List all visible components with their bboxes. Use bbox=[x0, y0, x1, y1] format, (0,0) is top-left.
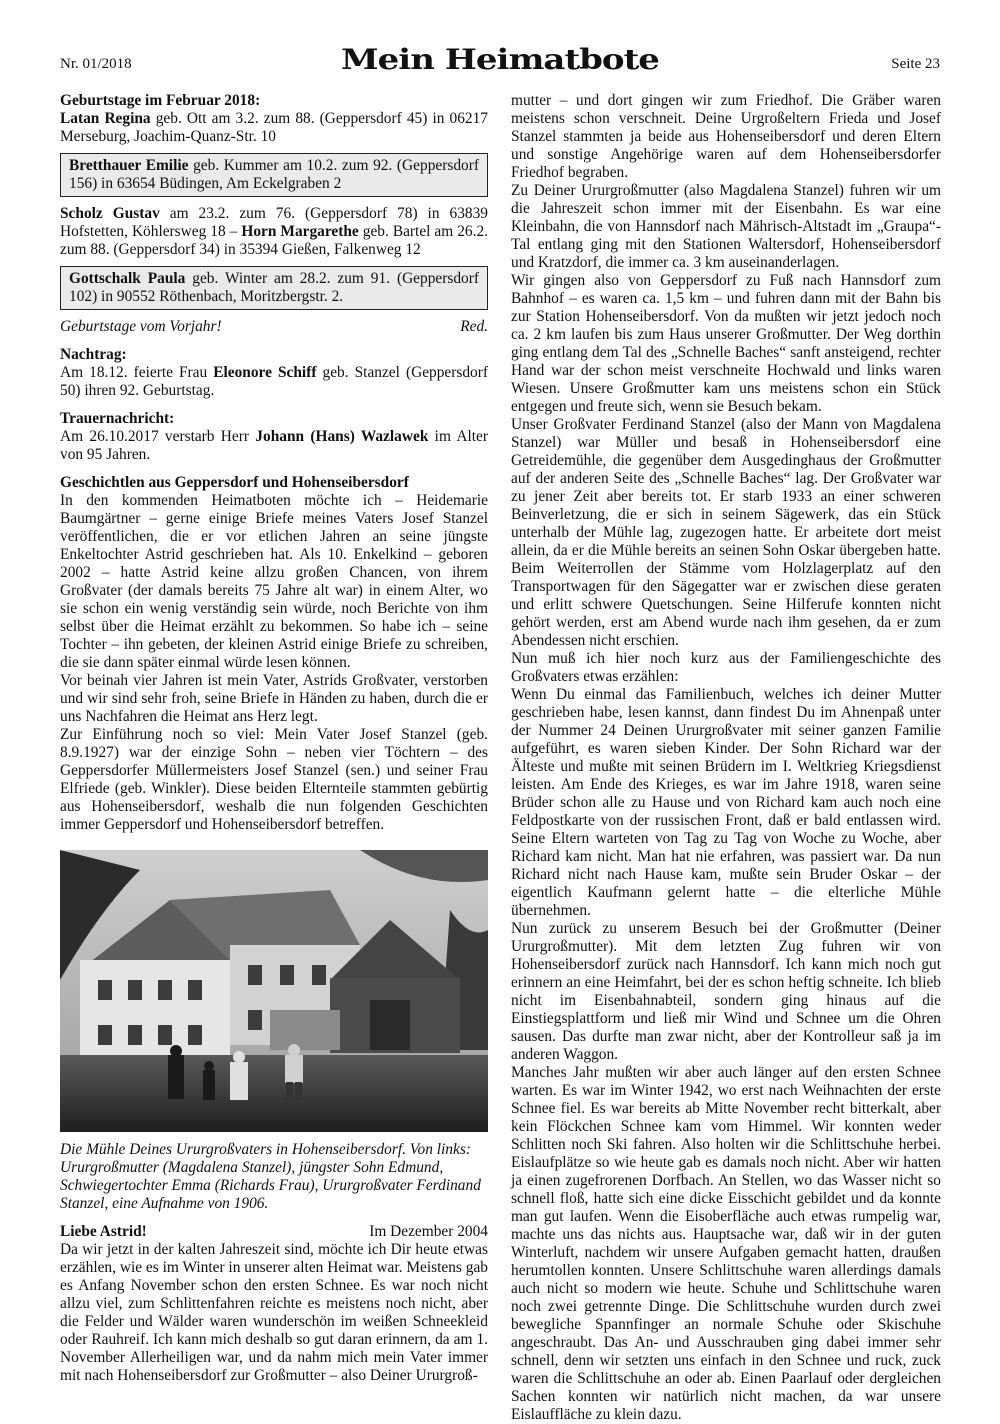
birthday-entry-boxed: Bretthauer Emilie geb. Kummer am 10.2. zum 92. (Geppersdorf 156) in 63654 Büdingen, Am Eckelgraben 2 bbox=[60, 153, 488, 197]
letter-paragraph: Da wir jetzt in der kalten Jahreszeit sind, möchte ich Dir heute etwas erzählen, wie es im Winter in unserer alten Heimat war. Meistens gab es Anfang November schon den ersten Schnee. Es war noch nicht allzu viel, zum Schlittenfahren reichte es meistens noch nicht, aber die Felder und Wälder waren wunderschön im weißen Schneekleid oder Rauhreif. Ich kann mich deshalb so gut daran erinnern, da am 1. November Allerheiligen war, und da nahm mich mein Vater immer mit nach Hohenseibersdorf zur Großmutter – also Deiner Ururgroß- bbox=[60, 1241, 488, 1384]
birthday-entry-boxed: Gottschalk Paula geb. Winter am 28.2. zum 91. (Geppersdorf 102) in 90552 Röthenbach, Moritzbergstr. 2. bbox=[60, 266, 488, 310]
letter-paragraph: Manches Jahr mußten wir aber auch länger auf den ersten Schnee warten. Es war im Winter 1942, wo erst nach Weihnachten der erste Schnee fiel. Es war bereits ab Mitte November recht bitterkalt, aber kein Flöckchen Schnee kam vom Himmel. Wir konnten weder Schlitten noch Ski fahren. Also holten wir die Schlittschuhe herbei. Eislaufplätze so wie heute gab es damals noch nicht. Aber wir hatten ja einen zugefrorenen Dorfbach. An Stellen, wo das Wasser nicht so schnell floß, hatte sich eine dicke Eisschicht gebildet und da konnte man gut laufen. Wenn die Eisoberfläche auch etwas rumpelig war, machte uns das nichts aus. Hauptsache war, daß wir in der guten Winterluft, nachdem wir unsere Aufgaben gemacht hatten, draußen herumtollen konnten. Unsere Schlittschuhe waren allerdings damals auch nicht so modern wie heute. Schuhe und Schlittschuhe waren noch zwei getrennte Dinge. Die Schlittschuhe wurden durch zwei bewegliche Spannfinger an normale Schuhe oder Skischuhe angeschraubt. Das An- und Ausschrauben ging dabei immer sehr schnell, denn wir setzten uns einfach in den Schnee und ruck, zuck waren die Schlittschuhe an oder ab. Einen Paarlauf oder dergleichen Sachen konnten wir natürlich nicht machen, da war unsere Eislauffläche zu klein dazu. bbox=[511, 1064, 941, 1423]
photo-caption: Die Mühle Deines Ururgroßvaters in Hohenseibersdorf. Von links: Ururgroßmutter (Magdalena Stanzel), jüngster Sohn Edmund, Schwiegertochter Emma (Richards Frau), Ururgroßvater Ferdinand Stanzel, eine Aufnahme von 1906. bbox=[60, 1141, 481, 1212]
birthday-entry: Latan Regina geb. Ott am 3.2. zum 88. (Geppersdorf 45) in 06217 Merseburg, Joachim-Quanz-Str. 10 bbox=[60, 110, 488, 145]
page-header bbox=[60, 40, 940, 80]
stories-paragraph: In den kommenden Heimatboten möchte ich – Heidemarie Baumgärtner – gerne einige Briefe meines Vaters Josef Stanzel veröffentlichen, die er vor etlichen Jahren an seine jüngste Enkeltochter Astrid geschrieben hat. Als 10. Enkelkind – geboren 2002 – hatte Astrid keine allzu großen Chancen, von ihrem Großvater (der damals bereits 75 Jahre alt war) in einem Alter, wo sie schon ein wenig verständig sein würde, noch Berichte von ihm selbst über die Heimat erzählt zu bekommen. So habe ich – seine Tochter – ihn gebeten, der kleinen Astrid einige Briefe zu schreiben, die sie dann später einmal würde lesen können. bbox=[60, 492, 488, 671]
letter-paragraph: Nun zurück zu unserem Besuch bei der Großmutter (Deiner Ururgroßmutter). Mit dem letzten Zug fuhren wir von Hohenseibersdorf zurück nach Hannsdorf. Ich kann mich noch gut erinnern an eine Heimfahrt, bei der es schon heftig schneite. Ich blieb nicht im Eisenbahnabteil, sondern ging hinaus auf die Einstiegsplattform und ließ mir Wind und Schnee um die Ohren sausen. Das durfte man zwar nicht, aber der Kontrolleur saß ja im anderen Waggon. bbox=[511, 920, 941, 1063]
nachtrag-text: Am 18.12. feierte Frau Eleonore Schiff geb. Stanzel (Geppersdorf 50) ihren 92. Geburtstag. bbox=[60, 364, 489, 399]
mill-photo bbox=[60, 850, 488, 1132]
letter-paragraph: Nun muß ich hier noch kurz aus der Familiengeschichte des Großvaters etwas erzählen: bbox=[511, 650, 941, 685]
birthdays-note: Geburtstage vom Vorjahr! Red. bbox=[60, 318, 488, 335]
letter-paragraph: Zu Deiner Ururgroßmutter (also Magdalena Stanzel) fuhren wir um die Jahreszeit schon immer mit der Eisenbahn. Es war eine Kleinbahn, die von Hannsdorf nach Mährisch-Altstadt im „Graupa“-Tal entlang ging mit den Stationen Waltersdorf, Hohenseibersdorf und Kratzdorf, die immer ca. 3 km auseinanderlagen. bbox=[511, 182, 941, 271]
stories-paragraph: Vor beinah vier Jahren ist mein Vater, Astrids Großvater, verstorben und wir sind sehr froh, seine Briefe in Händen zu haben, durch die er uns Nachfahren die Heimat ans Herz legt. bbox=[60, 672, 488, 725]
letter-paragraph: Unser Großvater Ferdinand Stanzel (also der Mann von Magdalena Stanzel) war Müller und besaß in Hohenseibersdorf eine Getreidemühle, die gegenüber dem Ausgedinghaus der Großmutter auf der anderen Seite des „Schnelle Baches“ lag. Der Großvater war zu jener Zeit aber bereits tot. Er starb 1933 an einer schweren Beinverletzung, die er sich in seinem Sägewerk, das ein Stück unterhalb der Mühle lag, zugezogen hatte. Er arbeitete dort meist allein, da er die Mühle bereits an seinen Sohn Oskar übergeben hatte. Beim Weiterrollen der Stämme vom Holzlagerplatz auf den Transportwagen für den Sägegatter war er zwischen diese geraten und erlitt schwere Quetschungen. Seine Hilferufe konnten nicht gehört werden, erst am Abend wurde nach ihm gesehen, da er zum Abendessen nicht erschien. bbox=[511, 416, 941, 649]
letter-salutation: Liebe Astrid! bbox=[60, 1223, 147, 1240]
letter-paragraph: Wenn Du einmal das Familienbuch, welches ich deiner Mutter geschrieben habe, lesen kannst, dann findest Du im Ahnenpaß unter der Nummer 24 Deinen Ururgroßvater mit seiner ganzen Familie aufgeführt, es waren sieben Kinder. Der Sohn Richard war der Älteste und mußte mit seinen Brüdern im I. Weltkrieg Kriegsdienst leisten. Am Ende des Krieges, es war im Jahre 1918, waren seine Brüder schon alle zu Hause und von Richard kam auch noch eine Feldpostkarte von der russischen Front, daß er bald entlassen wird. Seine Eltern warteten von Tag zu Tag von Woche zu Woche, aber Richard kam nicht. Man hat nie erfahren, was passiert war. Da nun Richard nicht nach Hause kam, mußte sein Bruder Oskar – der eigentlich Kaufmann gelernt hatte – die elterliche Mühle übernehmen. bbox=[511, 686, 941, 919]
trauer-heading: Trauernachricht: bbox=[60, 410, 175, 427]
stories-paragraph: Zur Einführung noch so viel: Mein Vater Josef Stanzel (geb. 8.9.1927) war der einzige Sohn – neben vier Töchtern – des Geppersdorfer Müllermeisters Josef Stanzel (sen.) und seiner Frau Elfriede (geb. Winkler). Diese beiden Elternteile stammten gebürtig aus Hohenseibersdorf, weshalb die nun folgenden Geschichten immer Geppersdorf und Hohenseibersdorf betreffen. bbox=[60, 726, 488, 833]
nachtrag-heading: Nachtrag: bbox=[60, 346, 127, 363]
letter-paragraph: Wir gingen also von Geppersdorf zu Fuß nach Hannsdorf zum Bahnhof – es waren ca. 1,5 km – und fuhren dann mit der Bahn bis zur Station Hohenseibersdorf. Von da mußten wir jetzt jedoch noch ca. 2 km laufen bis zum Haus unserer Großmutter. Der Weg dorthin ging entlang dem Tal des „Schnelle Baches“ sanft ansteigend, rechter Hand war der schon meist verschneite Hochwald und links waren Wiesen. Unsere Großmutter kam uns meistens schon ein Stück entgegen und freute sich, wenn sie Besuch bekam. bbox=[511, 272, 941, 415]
letter-header bbox=[60, 1223, 488, 1241]
left-column bbox=[60, 92, 488, 1385]
issue-number: Nr. 01/2018 bbox=[60, 56, 132, 72]
right-column bbox=[511, 92, 941, 1424]
letter-paragraph: mutter – und dort gingen wir zum Friedhof. Die Gräber waren meistens schon verschneit. Deine Urgroßeltern Frieda und Josef Stanzel stammten ja beide aus Hohenseibersdorf und deren Eltern und sonstige Angehörige waren auf dem Hohenseibersdorfer Friedhof begraben. bbox=[511, 92, 941, 181]
masthead-logo: Mein Heimatbote bbox=[341, 43, 659, 77]
trauer-text: Am 26.10.2017 verstarb Herr Johann (Hans) Wazlawek im Alter von 95 Jahren. bbox=[60, 428, 489, 463]
letter-date: Im Dezember 2004 bbox=[369, 1223, 488, 1240]
editor-sign: Red. bbox=[460, 318, 488, 335]
stories-heading: Geschichtlen aus Geppersdorf und Hohenseibersdorf bbox=[60, 474, 409, 491]
birthday-entry: Scholz Gustav am 23.2. zum 76. (Geppersdorf 78) in 63839 Hofstetten, Köhlersweg 18 – Horn Margarethe geb. Bartel am 26.2. zum 88. (Geppersdorf 34) in 35394 Gießen, Falkenweg 12 bbox=[60, 205, 488, 258]
page-number: Seite 23 bbox=[891, 56, 940, 72]
birthdays-heading: Geburtstage im Februar 2018: bbox=[60, 92, 261, 109]
